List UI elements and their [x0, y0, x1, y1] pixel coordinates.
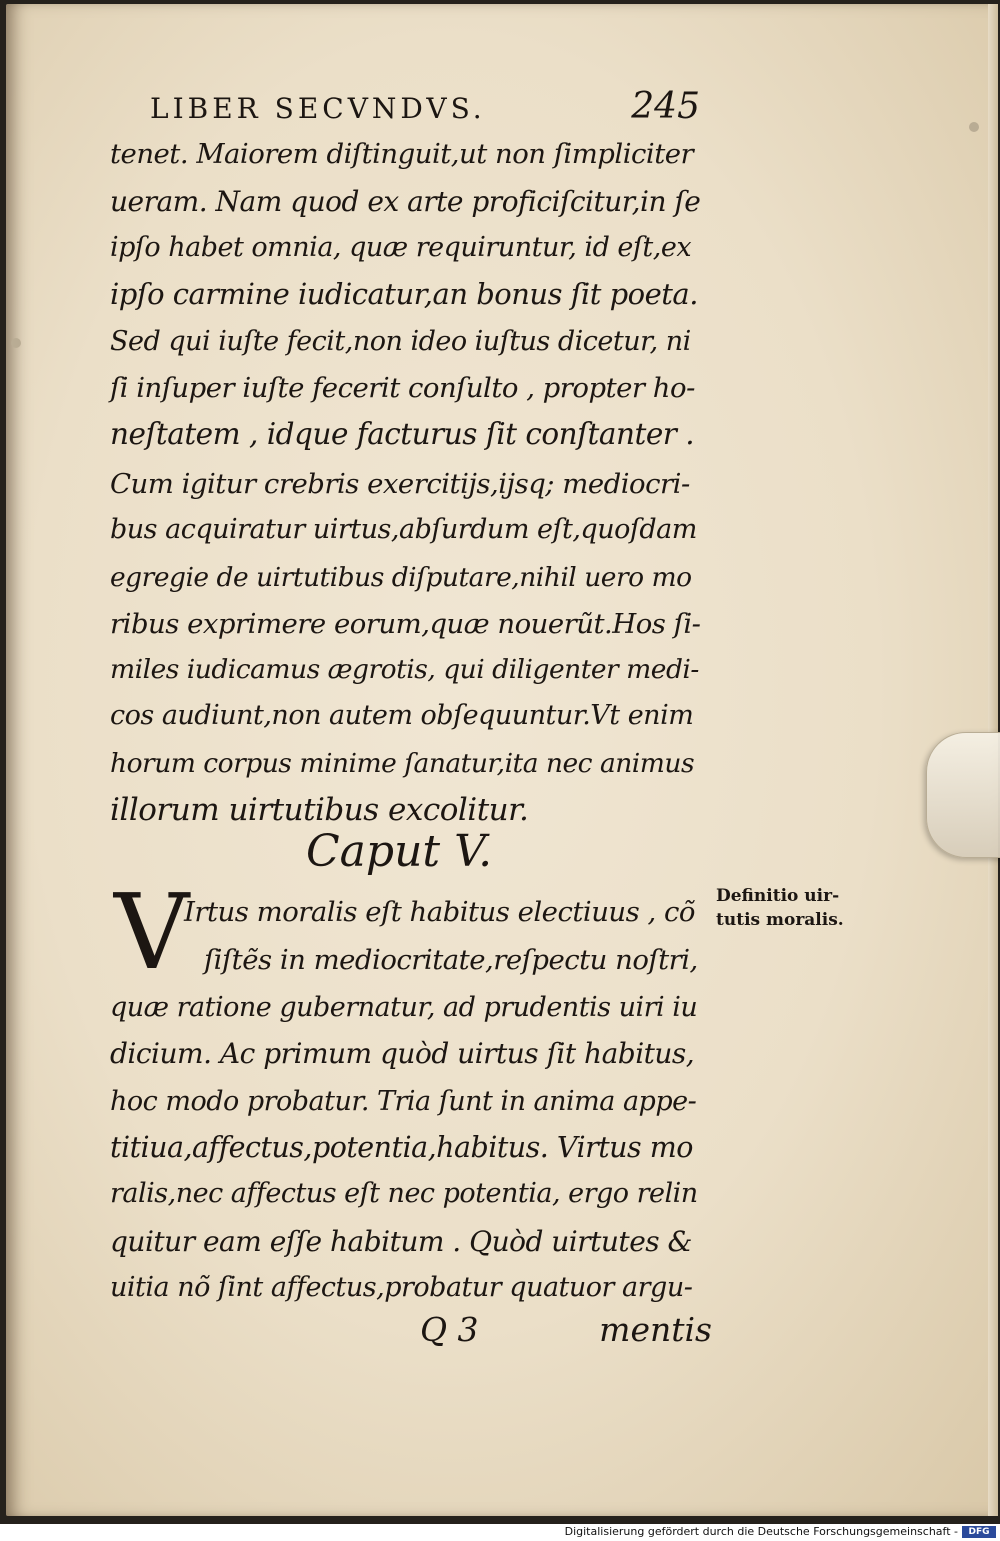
text-line: tenet. Maiorem diſtinguit,ut non ſimpliciter — [110, 138, 694, 170]
text-line: ſi inſuper iuſte fecerit conſulto , propter ho- — [110, 372, 695, 404]
text-line: egregie de uirtutibus diſputare,nihil uero mo — [110, 562, 692, 593]
text-line: dicium. Ac primum quòd uirtus ſit habitus, — [110, 1037, 695, 1070]
page-hole-mark — [11, 338, 21, 348]
catchword: mentis — [599, 1310, 712, 1349]
text-line: cos audiunt,non autem obſequuntur.Vt enim — [110, 700, 694, 731]
text-line: quitur eam eſſe habitum . Quòd uirtutes & — [110, 1225, 692, 1258]
page-tab-clip — [926, 732, 1000, 858]
text-line: ralis,nec affectus eſt nec potentia, ergo relin — [110, 1178, 698, 1209]
running-header — [150, 86, 700, 127]
text-line: illorum uirtutibus excolitur. — [110, 792, 529, 828]
text-line: neſtatem , idque facturus ſit conſtanter . — [110, 417, 695, 451]
text-line: Sed qui iuſte fecit,non ideo iuſtus dicetur, ni — [110, 326, 691, 357]
text-line: ribus exprimere eorum,quæ nouerũt.Hos ſi- — [110, 608, 701, 640]
text-line: ueram. Nam quod ex arte proficiſcitur,in ſe — [110, 185, 701, 218]
text-line: quæ ratione gubernatur, ad prudentis uiri iu — [110, 992, 698, 1023]
text-line: ipſo habet omnia, quæ requiruntur, id eſt,ex — [110, 232, 692, 263]
drop-initial: V — [114, 871, 190, 993]
catchline — [420, 1310, 712, 1349]
text-line: uitia nõ ſint affectus,probatur quatuor argu- — [110, 1272, 693, 1303]
digitization-footer — [0, 1524, 1000, 1541]
chapter-heading: Caput V. — [306, 826, 493, 877]
text-line: ipſo carmine iudicatur,an bonus ſit poeta. — [110, 277, 698, 311]
running-title: LIBER SECVNDVS. — [150, 92, 486, 125]
page-hole-mark — [969, 122, 979, 132]
signature-mark: Q 3 — [420, 1310, 479, 1349]
text-line: Irtus moralis eſt habitus electiuus , cõ — [184, 896, 695, 928]
page-number: 245 — [631, 86, 700, 127]
margin-note: Definitio uir- tutis moralis. — [716, 886, 844, 930]
footer-credit: Digitalisierung gefördert durch die Deutsche Forschungsgemeinschaft - — [564, 1525, 958, 1538]
text-line: Cum igitur crebris exercitijs,ijsq; mediocri- — [110, 468, 690, 500]
text-line: miles iudicamus ægrotis, qui diligenter medi- — [110, 654, 699, 685]
text-line: bus acquiratur uirtus,abſurdum eſt,quoſdam — [110, 514, 697, 545]
text-line: horum corpus minime ſanatur,ita nec animus — [110, 748, 695, 779]
dfg-logo: DFG — [962, 1526, 996, 1538]
text-line: titiua,affectus,potentia,habitus. Virtus mo — [110, 1131, 693, 1164]
text-line: ſiſtẽs in mediocritate,reſpectu noſtri, — [204, 944, 698, 976]
text-line: hoc modo probatur. Tria ſunt in anima appe- — [110, 1086, 697, 1117]
